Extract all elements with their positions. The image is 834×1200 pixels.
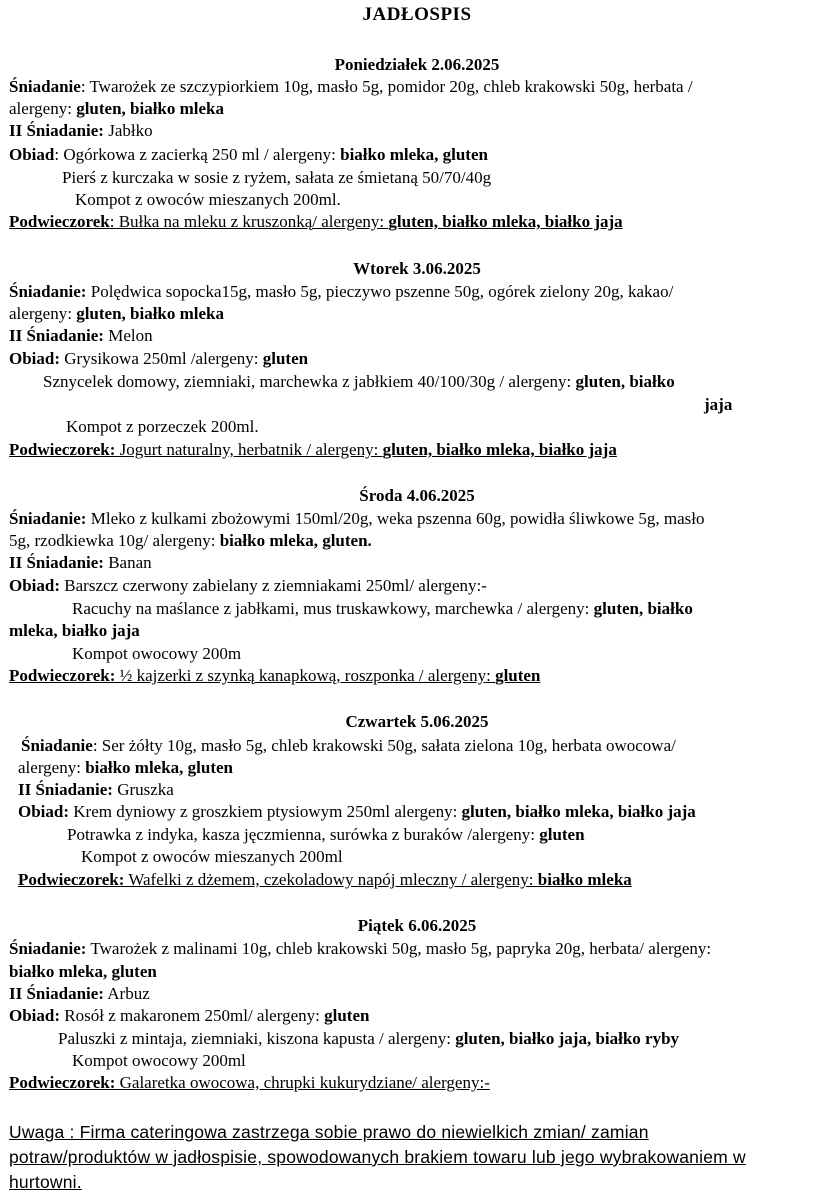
lunch-text: Barszcz czerwony zabielany z ziemniakami 250ml/ alergeny:- [60, 576, 487, 595]
breakfast-allergens [9, 98, 224, 120]
breakfast-label: Śniadanie: [9, 282, 87, 301]
second-breakfast-line [9, 552, 152, 574]
lunch-line [9, 144, 488, 166]
main-dish-allergens: gluten [539, 825, 585, 844]
day-header-monday: Poniedziałek 2.06.2025 [334, 55, 500, 74]
breakfast-allergens: białko mleka, gluten [9, 962, 157, 981]
disclaimer-line-2: potraw/produktów w jadłospisie, spowodowanych brakiem towaru lub jego wybrakowaniem w [9, 1147, 746, 1167]
breakfast-allergens [9, 303, 224, 325]
disclaimer-note [9, 1120, 824, 1195]
lunch-text: Grysikowa 250ml /alergeny: [60, 349, 263, 368]
breakfast-label: Śniadanie [21, 736, 93, 755]
breakfast-line [9, 508, 705, 530]
snack-allergens: gluten, białko mleka, białko jaja [382, 440, 617, 459]
snack-label: Podwieczorek: [9, 1073, 116, 1092]
allergens-value: gluten, białko mleka [76, 99, 225, 118]
compote-line: Kompot z porzeczek 200ml. [66, 417, 259, 436]
main-dish-allergens-cont: jaja [704, 395, 733, 414]
main-dish-line [67, 824, 585, 846]
main-dish-allergens: gluten, białko [575, 372, 675, 391]
second-breakfast-label: II Śniadanie: [9, 121, 104, 140]
second-breakfast-text: Melon [103, 326, 153, 345]
lunch-allergens: białko mleka, gluten [340, 145, 488, 164]
breakfast-line [9, 938, 711, 960]
snack-line [9, 665, 540, 687]
snack-allergens: białko mleka [537, 870, 632, 889]
second-breakfast-text: Banan [103, 553, 152, 572]
lunch-text: : Ogórkowa z zacierką 250 ml / alergeny: [54, 145, 341, 164]
lunch-allergens: gluten [324, 1006, 370, 1025]
snack-allergens: gluten [495, 666, 541, 685]
snack-line [9, 211, 623, 233]
breakfast-label: Śniadanie [9, 77, 81, 96]
second-breakfast-line [9, 120, 153, 142]
breakfast-line [21, 735, 676, 757]
allergens-value: białko mleka, gluten. [219, 531, 372, 550]
allergens-label: 5g, rzodkiewka 10g/ alergeny: [9, 531, 220, 550]
lunch-line [9, 1005, 369, 1027]
second-breakfast-line [9, 983, 150, 1005]
main-dish-line: Pierś z kurczaka w sosie z ryżem, sałata ze śmietaną 50/70/40g [62, 168, 492, 187]
day-header-friday: Piątek 6.06.2025 [357, 916, 477, 935]
snack-allergens: gluten, białko mleka, białko jaja [388, 212, 623, 231]
lunch-allergens: gluten [262, 349, 309, 368]
second-breakfast-text: Gruszka [112, 780, 174, 799]
lunch-text: Krem dyniowy z groszkiem ptysiowym 250ml alergeny: [69, 802, 462, 821]
snack-label: Podwieczorek: [9, 440, 116, 459]
disclaimer-line-3: hurtowni. [9, 1172, 82, 1192]
breakfast-text: Twarożek z malinami 10g, chleb krakowski 50g, masło 5g, papryka 20g, herbata/ alergeny: [86, 939, 712, 958]
day-header-tuesday: Wtorek 3.06.2025 [353, 259, 481, 278]
allergens-label: alergeny: [9, 304, 77, 323]
second-breakfast-label: II Śniadanie: [9, 984, 104, 1003]
disclaimer-line-1: Uwaga : Firma cateringowa zastrzega sobie prawo do niewielkich zmian/ zamian [9, 1122, 649, 1142]
lunch-line [9, 348, 308, 370]
breakfast-allergens [9, 530, 372, 552]
main-dish-allergens: gluten, białko jaja, białko ryby [455, 1029, 680, 1048]
second-breakfast-text: Arbuz [103, 984, 150, 1003]
second-breakfast-label: II Śniadanie: [18, 780, 113, 799]
snack-label: Podwieczorek: [18, 870, 125, 889]
snack-text: : Bułka na mleku z kruszonką/ alergeny: [109, 212, 389, 231]
allergens-label: alergeny: [9, 99, 77, 118]
breakfast-text: Polędwica sopocka15g, masło 5g, pieczywo pszenne 50g, ogórek zielony 20g, kakao/ [86, 282, 674, 301]
snack-line [9, 1072, 490, 1094]
main-dish-text: Potrawka z indyka, kasza jęczmienna, surówka z buraków /alergeny: [67, 825, 540, 844]
breakfast-text: : Ser żółty 10g, masło 5g, chleb krakowski 50g, sałata zielona 10g, herbata owocowa/ [92, 736, 676, 755]
allergens-value: gluten, białko mleka [76, 304, 225, 323]
breakfast-label: Śniadanie: [9, 509, 87, 528]
breakfast-line [9, 76, 693, 98]
main-dish-line [58, 1028, 679, 1050]
breakfast-text: Mleko z kulkami zbożowymi 150ml/20g, weka pszenna 60g, powidła śliwkowe 5g, masło [86, 509, 705, 528]
main-dish-text: Sznycelek domowy, ziemniaki, marchewka z jabłkiem 40/100/30g / alergeny: [43, 372, 576, 391]
page-title: JADŁOSPIS [362, 4, 472, 25]
day-header-thursday: Czwartek 5.06.2025 [345, 712, 489, 731]
second-breakfast-line [18, 779, 174, 801]
allergens-label: alergeny: [18, 758, 86, 777]
main-dish-text: Racuchy na maślance z jabłkami, mus truskawkowy, marchewka / alergeny: [72, 599, 594, 618]
compote-line: Kompot z owoców mieszanych 200ml [81, 847, 343, 866]
lunch-label: Obiad: [9, 1006, 61, 1025]
snack-label: Podwieczorek [9, 212, 110, 231]
snack-text: ½ kajzerki z szynką kanapkową, roszponka / alergeny: [115, 666, 496, 685]
lunch-label: Obiad: [9, 576, 61, 595]
second-breakfast-label: II Śniadanie: [9, 326, 104, 345]
main-dish-text: Paluszki z mintaja, ziemniaki, kiszona kapusta / alergeny: [58, 1029, 456, 1048]
snack-text: Wafelki z dżemem, czekoladowy napój mleczny / alergeny: [124, 870, 538, 889]
lunch-line [18, 801, 696, 823]
lunch-label: Obiad: [18, 802, 70, 821]
breakfast-text: : Twarożek ze szczypiorkiem 10g, masło 5g, pomidor 20g, chleb krakowski 50g, herbata / [80, 77, 693, 96]
snack-line [9, 439, 617, 461]
second-breakfast-text: Jabłko [103, 121, 153, 140]
breakfast-allergens [18, 757, 233, 779]
second-breakfast-label: II Śniadanie: [9, 553, 104, 572]
snack-label: Podwieczorek: [9, 666, 116, 685]
lunch-label: Obiad [9, 145, 55, 164]
breakfast-line [9, 281, 673, 303]
breakfast-label: Śniadanie: [9, 939, 87, 958]
main-dish-allergens-cont: mleka, białko jaja [9, 621, 140, 640]
compote-line: Kompot z owoców mieszanych 200ml. [75, 190, 341, 209]
compote-line: Kompot owocowy 200m [72, 644, 242, 663]
lunch-text: Rosół z makaronem 250ml/ alergeny: [60, 1006, 325, 1025]
compote-line: Kompot owocowy 200ml [72, 1051, 246, 1070]
main-dish-allergens: gluten, białko [593, 599, 693, 618]
second-breakfast-line [9, 325, 153, 347]
day-header-wednesday: Środa 4.06.2025 [359, 486, 475, 505]
allergens-value: białko mleka, gluten [85, 758, 234, 777]
main-dish-line [43, 371, 675, 393]
lunch-allergens: gluten, białko mleka, białko jaja [461, 802, 696, 821]
lunch-line [9, 575, 487, 597]
lunch-label: Obiad: [9, 349, 61, 368]
snack-text: Jogurt naturalny, herbatnik / alergeny: [115, 440, 383, 459]
main-dish-line [72, 598, 693, 620]
snack-text: Galaretka owocowa, chrupki kukurydziane/ alergeny:- [115, 1073, 490, 1092]
snack-line [18, 869, 632, 891]
